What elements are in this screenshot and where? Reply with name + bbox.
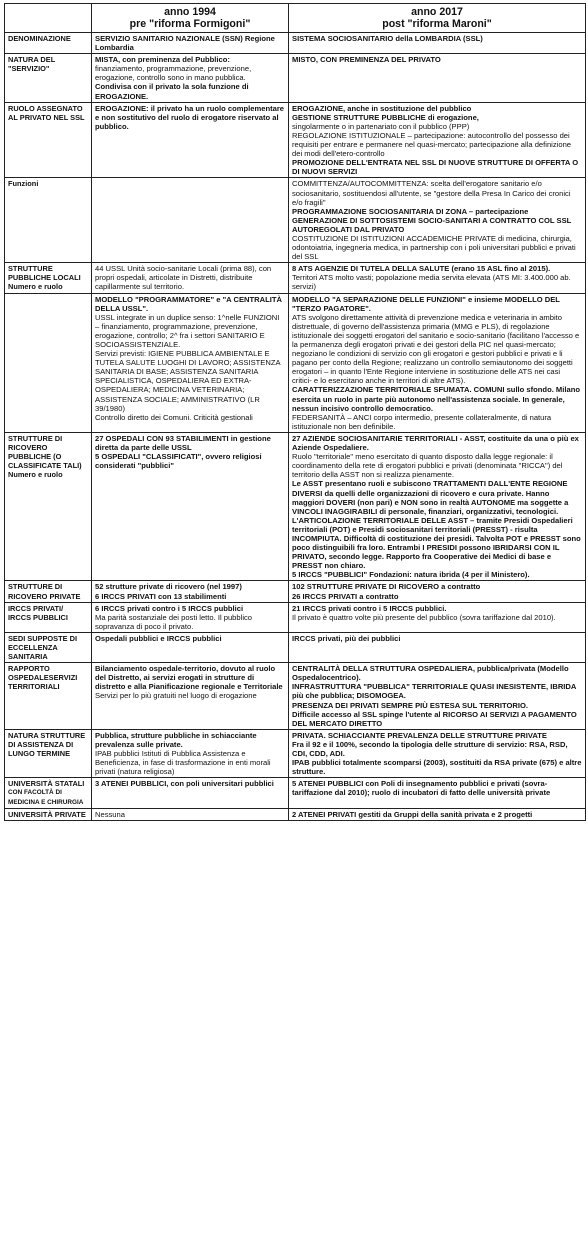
row-label-cell <box>5 729 92 777</box>
cell-1994 <box>92 808 289 820</box>
cell-paragraph: COSTITUZIONE DI ISTITUZIONI ACCADEMICHE PRIVATE di medicina, chirurgia, odontoiatria, ingegneria medica, in partnership con i poli universitari pubblici e privati del SSL <box>292 233 576 262</box>
cell-paragraph: Servizi previsti: IGIENE PUBBLICA AMBIENTALE E TUTELA SALUTE LUOGHI DI LAVORO; ASSISTENZA SANITARIA DI BASE; ASSISTENZA SANITARIA SPECIALISTICA, OSPEDALIERA ED EXTRA-OSPEDALIERA; MEDICINA VETERINARIA; ASSISTENZA SOCIALE; AMMINISTRATIVO (LR 39/1980) <box>95 349 281 413</box>
table-row <box>5 178 586 263</box>
cell-paragraph: 26 IRCCS PRIVATI a contratto <box>292 591 399 601</box>
cell-paragraph: 21 IRCCS privati contro i 5 IRCCS pubblici. <box>292 603 447 613</box>
cell-2017 <box>289 581 586 602</box>
cell-paragraph: MODELLO "PROGRAMMATORE" e "A CENTRALITÀ DELLA USSL". <box>95 294 282 313</box>
table-row <box>5 808 586 820</box>
row-label-cell <box>5 263 92 293</box>
cell-2017 <box>289 632 586 662</box>
cell-paragraph: ATS svolgono direttamente attività di prevenzione medica e veterinaria in ambito distrettuale, di governo dell'assistenza primaria (MMG e PLS), di regolazione istituzionale dei soggetti erogatori del sanitario e socio-sanitario (facilitano l'accesso e la permanenza degli erogatori privati e dei gestori della PIC nel quasi-mercato; negoziano le condizioni di servizio con gli erogatori e gestori pubblici e privati e li pagano per conto della Regione; realizzano un controllo semiautonomo dei soggetti erogatori – in quanto l'Ente Regione interviene in sostituzione delle ATS nei casi critici- e lo esercitano anche in territori di altre ATS). <box>292 312 580 386</box>
cell-paragraph: PRIVATA. SCHIACCIANTE PREVALENZA DELLE STRUTTURE PRIVATE <box>292 730 547 740</box>
row-label: STRUTTURE PUBBLICHE LOCALI Numero e ruolo <box>8 264 81 292</box>
row-label: STRUTTURE DI RICOVERO PUBBLICHE (O CLASSIFICATE TALI) Numero e ruolo <box>8 433 82 480</box>
cell-2017 <box>289 263 586 293</box>
header-empty-cell <box>5 4 92 33</box>
cell-paragraph: IPAB pubblici Istituti di Pubblica Assistenza e Beneficienza, in fase di trasformazione in enti morali privati (natura religiosa) <box>95 749 271 777</box>
cell-2017 <box>289 778 586 808</box>
cell-paragraph: Difficile accesso al SSL spinge l'utente al RICORSO AI SERVIZI A PAGAMENTO DEL MERCATO DIRETTO <box>292 709 577 728</box>
row-label-cell <box>5 632 92 662</box>
cell-paragraph: Territori ATS molto vasti; popolazione media servita elevata (ATS MI: 3.400.000 ab. servizi) <box>292 273 571 292</box>
row-label-cell <box>5 581 92 602</box>
cell-paragraph: Il privato è quattro volte più presente del pubblico (sovra tariffazione dal 2010). <box>292 612 556 622</box>
header-2017-year: anno 2017 <box>411 6 463 18</box>
cell-2017 <box>289 432 586 581</box>
table-body <box>5 33 586 821</box>
cell-paragraph: 5 IRCCS "PUBBLICI" Fondazioni: natura ibrida (4 per il Ministero). <box>292 570 530 580</box>
cell-1994 <box>92 602 289 632</box>
header-row <box>5 4 586 33</box>
cell-2017 <box>289 729 586 777</box>
row-label-cell <box>5 778 92 808</box>
row-label: NATURA STRUTTURE DI ASSISTENZA DI LUNGO TERMINE <box>8 730 86 759</box>
row-label-cell <box>5 178 92 263</box>
row-label-cell <box>5 33 92 54</box>
cell-paragraph: GENERAZIONE DI SOTTOSISTEMI SOCIO-SANITARI A CONTRATTO COL SSL AUTOREGOLATI DAL PRIVATO <box>292 215 572 234</box>
cell-paragraph: SERVIZIO SANITARIO NAZIONALE (SSN) Regione Lombardia <box>95 34 275 53</box>
table-row <box>5 663 586 730</box>
cell-paragraph: Bilanciamento ospedale-territorio, dovuto al ruolo del Distretto, ai servizi erogati in strutture di distretto e alla Pianificazione regionale e Territoriale <box>95 664 283 692</box>
cell-paragraph: finanziamento, programmazione, prevenzione, erogazione, controllo sono in mano pubblica. <box>95 64 252 83</box>
cell-paragraph: EROGAZIONE: il privato ha un ruolo complementare e non sostitutivo del ruolo di erogatore riservato al pubblico. <box>95 103 285 131</box>
cell-paragraph: CENTRALITÀ DELLA STRUTTURA OSPEDALIERA, pubblica/privata (Modello Ospedalocentrico). <box>292 664 569 683</box>
cell-paragraph: Servizi per lo più gratuiti nel luogo di erogazione <box>95 691 257 701</box>
cell-1994 <box>92 293 289 432</box>
cell-1994 <box>92 33 289 54</box>
cell-paragraph: MISTA, con preminenza del Pubblico: <box>95 55 230 65</box>
row-label: DENOMINAZIONE <box>8 34 71 43</box>
row-label: IRCCS PRIVATI/ IRCCS PUBBLICI <box>8 603 68 622</box>
cell-paragraph: PROGRAMMAZIONE SOCIOSANITARIA DI ZONA – partecipazione <box>292 206 529 216</box>
table-row <box>5 581 586 602</box>
comparison-table <box>4 3 586 821</box>
cell-1994 <box>92 263 289 293</box>
row-label: UNIVERSITÀ PRIVATE <box>8 809 86 819</box>
cell-paragraph: 44 USSL Unità socio-sanitarie Locali (prima 88), con propri ospedali, articolate in Distretti, distribuite capillarmente sul territorio. <box>95 264 272 292</box>
header-1994-year: anno 1994 <box>164 6 216 18</box>
table-row <box>5 632 586 662</box>
cell-2017 <box>289 54 586 102</box>
cell-1994 <box>92 54 289 102</box>
cell-2017 <box>289 808 586 820</box>
table-row <box>5 263 586 293</box>
cell-paragraph: Fra il 92 e il 100%, secondo la tipologia delle strutture di servizio: RSA, RSD, CDI, CDD, ADI. <box>292 739 568 759</box>
cell-paragraph: 6 IRCCS PRIVATI con 13 stabilimenti <box>95 591 227 601</box>
cell-2017 <box>289 178 586 263</box>
cell-paragraph: Le ASST presentano ruoli e subiscono TRATTAMENTI DALL'ENTE REGIONE DIVERSI da quelli delle organizzazioni di ricovero e cura private. Hanno maggiori DOVERI (non pari) e NON sono in realtà AUTONOME ma soggette a VINCOLI INAGGIRABILI di personale, finanziari, organizzativi, tecnologici. <box>292 479 569 516</box>
row-label-sub: CON FACOLTÀ DI MEDICINA E CHIRURGIA <box>8 789 84 806</box>
cell-1994 <box>92 102 289 178</box>
cell-paragraph: 3 ATENEI PUBBLICI, con poli universitari pubblici <box>95 779 274 789</box>
cell-paragraph: INFRASTRUTTURA "PUBBLICA" TERRITORIALE QUASI INESISTENTE, IBRIDA più che pubblica; DISOMOGEA. <box>292 682 577 701</box>
cell-paragraph: 27 AZIENDE SOCIOSANITARIE TERRITORIALI - ASST, costituite da una o più ex Aziende Ospedaliere. <box>292 433 579 453</box>
cell-paragraph: 27 OSPEDALI CON 93 STABILIMENTI in gestione diretta da parte delle USSL <box>95 433 271 453</box>
row-label-cell <box>5 102 92 178</box>
cell-paragraph: PRESENZA DEI PRIVATI SEMPRE PIÙ ESTESA SUL TERRITORIO. <box>292 700 529 710</box>
row-label-cell <box>5 54 92 102</box>
row-label: RUOLO ASSEGNATO AL PRIVATO NEL SSL <box>8 103 85 122</box>
header-1994 <box>92 4 289 33</box>
cell-paragraph: 8 ATS AGENZIE DI TUTELA DELLA SALUTE (erano 15 ASL fino al 2015). <box>292 264 551 274</box>
row-label-cell <box>5 293 92 432</box>
table-row <box>5 729 586 777</box>
cell-paragraph: SISTEMA SOCIOSANITARIO della LOMBARDIA (SSL) <box>292 34 483 43</box>
cell-paragraph: Ospedali pubblici e IRCCS pubblici <box>95 633 222 643</box>
cell-paragraph: COMMITTENZA/AUTOCOMMITTENZA: scelta dell'erogatore sanitario e/o sociosanitario, sostituendosi all'utente, se "gestore della Presa In Carico dei cronici e/o fragili" <box>292 179 571 207</box>
cell-2017 <box>289 602 586 632</box>
cell-paragraph: Nessuna <box>95 809 125 819</box>
cell-paragraph: Controllo diretto dei Comuni. Criticità gestionali <box>95 412 253 422</box>
cell-paragraph: CARATTERIZZAZIONE TERRITORIALE SFUMATA. COMUNI sullo sfondo. Milano esercita un ruolo in parte più autonomo nell'assistenza sociale. In generale, nessun incisivo controllo democratico. <box>292 385 580 413</box>
cell-1994 <box>92 632 289 662</box>
row-label-cell <box>5 808 92 820</box>
cell-paragraph: singolarmente o in partenariato con il pubblico (PPP) <box>292 121 470 131</box>
row-label: UNIVERSITÀ STATALI <box>8 779 85 789</box>
cell-paragraph: 6 IRCCS privati contro i 5 IRCCS pubblici <box>95 603 244 613</box>
table-row <box>5 432 586 581</box>
cell-paragraph: 5 ATENEI PUBBLICI con Poli di insegnamento pubblici e privati (sovra-tariffazione dal 2010); ruolo di incubatori di fatto delle università private <box>292 779 551 798</box>
cell-paragraph: Condivisa con il privato la sola funzione di EROGAZIONE. <box>95 82 249 101</box>
cell-paragraph: REGOLAZIONE ISTITUZIONALE – partecipazione: autocontrollo del possesso dei requisiti per entrare e permanere nel quasi-mercato; partecipazione alla definizione dei modi dell'etero-controllo <box>292 130 572 159</box>
row-label: NATURA DEL "SERVIZIO" <box>8 55 56 74</box>
header-2017-subtitle: post "riforma Maroni" <box>382 18 492 30</box>
cell-paragraph: MODELLO "A SEPARAZIONE DELLE FUNZIONI" e insieme MODELLO DEL "TERZO PAGATORE". <box>292 294 560 313</box>
row-label: STRUTTURE DI RICOVERO PRIVATE <box>8 582 81 601</box>
header-2017 <box>289 4 586 33</box>
cell-paragraph: GESTIONE STRUTTURE PUBBLICHE di erogazione, <box>292 112 479 122</box>
cell-paragraph: PROMOZIONE DELL'ENTRATA NEL SSL DI NUOVE STRUTTURE DI OFFERTA O DI NUOVI SERVIZI <box>292 158 579 177</box>
cell-paragraph: 102 STRUTTURE PRIVATE DI RICOVERO a contratto <box>292 582 481 592</box>
row-label: SEDI SUPPOSTE DI ECCELLENZA SANITARIA <box>8 633 77 662</box>
cell-1994 <box>92 663 289 730</box>
cell-paragraph: USSL integrate in un duplice senso: 1^nelle FUNZIONI – finanziamento, programmazione, prevenzione, erogazione, controllo; 2^ fra i settori SANITARIO E SOCIOASSISTENZIALE. <box>95 312 280 349</box>
table-row <box>5 33 586 54</box>
cell-paragraph: Ruolo "territoriale" meno esercitato di quanto disposto dalla legge regionale: il coordinamento della rete di erogatori pubblici e privati (denominata "RICCA") del territorio della ASST non si realizza pienamente. <box>292 452 563 480</box>
cell-1994 <box>92 729 289 777</box>
cell-1994 <box>92 581 289 602</box>
cell-paragraph: Pubblica, strutture pubbliche in schiacciante prevalenza sulle private. <box>95 730 257 749</box>
cell-paragraph: 5 OSPEDALI "CLASSIFICATI", ovvero religiosi considerati "pubblici" <box>95 452 262 471</box>
cell-1994 <box>92 778 289 808</box>
cell-2017 <box>289 293 586 432</box>
cell-paragraph: MISTO, CON PREMINENZA DEL PRIVATO <box>292 55 441 65</box>
cell-2017 <box>289 102 586 178</box>
header-1994-subtitle: pre "riforma Formigoni" <box>129 18 251 30</box>
cell-1994 <box>92 178 289 263</box>
cell-2017 <box>289 33 586 54</box>
cell-paragraph: EROGAZIONE, anche in sostituzione del pubblico <box>292 103 472 113</box>
cell-paragraph: Ma parità sostanziale dei posti letto. Il pubblico sopravanza di poco il privato. <box>95 612 253 631</box>
cell-paragraph: 2 ATENEI PRIVATI gestiti da Gruppi della sanità privata e 2 progetti <box>292 809 533 819</box>
table-row <box>5 54 586 102</box>
row-label-cell <box>5 663 92 730</box>
cell-paragraph: IRCCS privati, più dei pubblici <box>292 633 401 643</box>
cell-1994 <box>92 432 289 581</box>
cell-paragraph: IPAB pubblici totalmente scomparsi (2003), sostituiti da RSA private (675) e altre strutture. <box>292 758 582 777</box>
row-label: RAPPORTO OSPEDALESERVIZI TERRITORIALI <box>8 664 78 692</box>
cell-2017 <box>289 663 586 730</box>
row-label-cell <box>5 432 92 581</box>
cell-paragraph: L'ARTICOLAZIONE TERRITORIALE DELLE ASST – tramite Presidi Ospedalieri territoriali (POT) e Presidi sociosanitari territoriali (PRESST) - risulta INCOMPIUTA. Difficoltà di costituzione dei presidi. Talvolta POT e PRESST sono poco distinguibili fra loro. Entrambi I PRESIDI possono IBRIDARSI CON IL PRIVATO, secondo legge. Rapporto fra Cooperative dei Medici di base e PRESST non chiaro. <box>292 515 581 571</box>
row-label-cell <box>5 602 92 632</box>
table-row <box>5 293 586 432</box>
table-row <box>5 778 586 808</box>
cell-paragraph: 52 strutture private di ricovero (nel 1997) <box>95 582 242 592</box>
row-label: Funzioni <box>8 179 39 189</box>
cell-paragraph: FEDERSANITÀ – ANCI corpo intermedio, presente collateralmente, di natura istituzionale non ben definibile. <box>292 412 552 431</box>
table-row <box>5 102 586 178</box>
table-row <box>5 602 586 632</box>
